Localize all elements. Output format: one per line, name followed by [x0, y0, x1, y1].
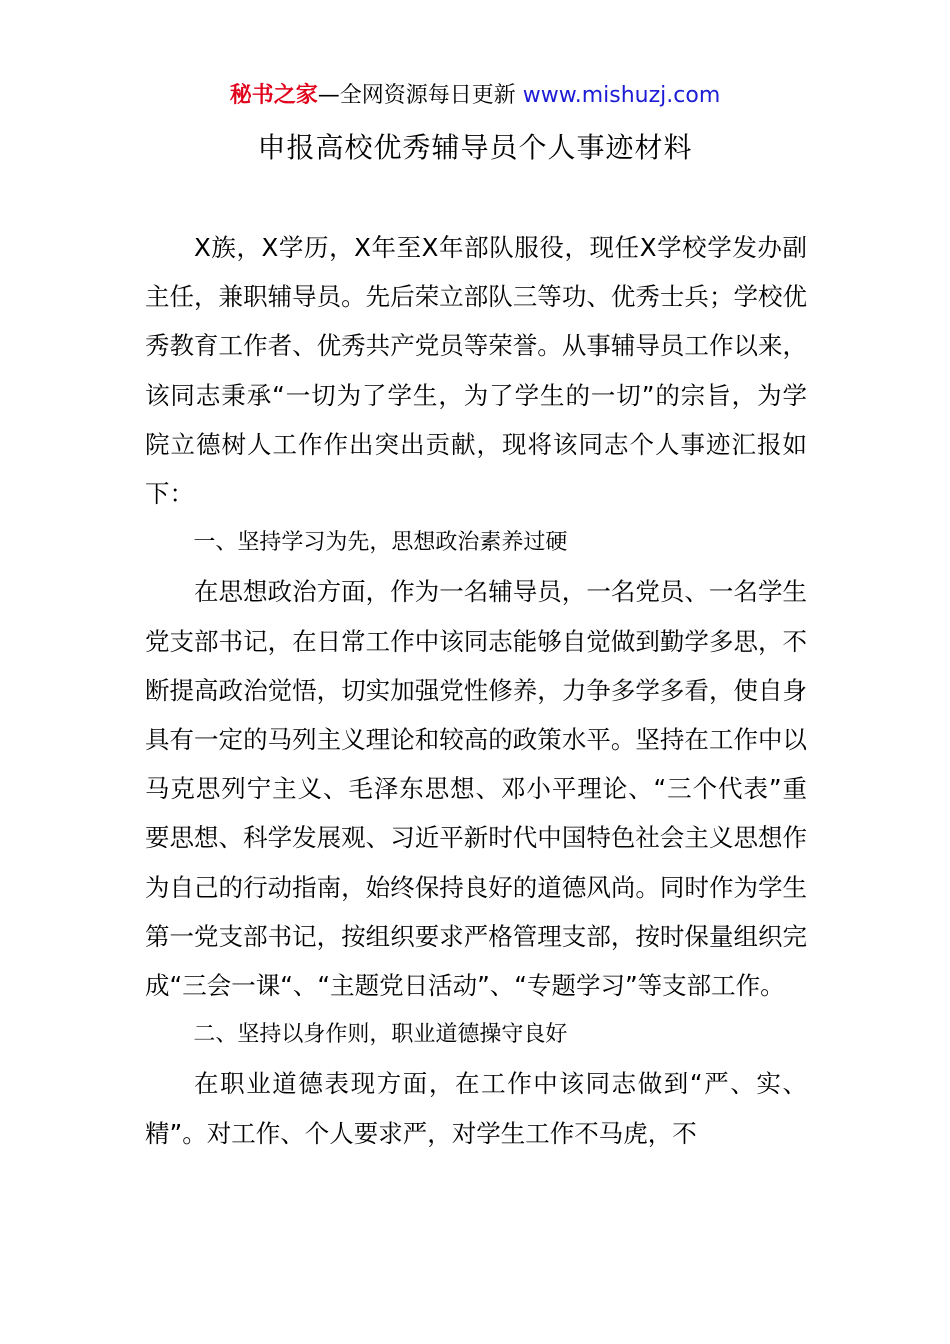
section-paragraph-2: 在职业道德表现方面，在工作中该同志做到“严、实、精”。对工作、个人要求严，对学生工作不马虎，不	[145, 1069, 807, 1148]
site-brand: 秘书之家	[229, 83, 318, 108]
intro-paragraph: X族，X学历，X年至X年部队服役，现任X学校学发办副主任，兼职辅导员。先后荣立部队三等功、优秀士兵；学校优秀教育工作者、优秀共产党员等荣誉。从事辅导员工作以来，该同志秉承“一切为了学生，为了学生的一切”的宗旨，为学院立德树人工作作出突出贡献，现将该同志个人事迹汇报如下：	[145, 233, 807, 509]
section-heading-2: 二、坚持以身作则，职业道德操守良好	[193, 1022, 568, 1048]
document-title: 申报高校优秀辅导员个人事迹材料	[257, 131, 693, 164]
document-body	[145, 223, 807, 1158]
section-paragraph-1: 在思想政治方面，作为一名辅导员，一名党员、一名学生党支部书记，在日常工作中该同志能够自觉做到勤学多思，不断提高政治觉悟，切实加强党性修养，力争多学多看，使自身具有一定的马列主义理论和较高的政策水平。坚持在工作中以马克思列宁主义、毛泽东思想、邓小平理论、“三个代表”重要思想、科学发展观、习近平新时代中国特色社会主义思想作为自己的行动指南，始终保持良好的道德风尚。同时作为学生第一党支部书记，按组织要求严格管理支部，按时保量组织完成“三会一课“、“主题党日活动”、“专题学习”等支部工作。	[145, 577, 807, 1001]
section-heading-1: 一、坚持学习为先，思想政治素养过硬	[193, 530, 568, 556]
site-header	[0, 80, 950, 112]
site-tagline: —全网资源每日更新	[317, 83, 516, 108]
site-url-link[interactable]: www.mishuzj.com	[522, 83, 721, 108]
